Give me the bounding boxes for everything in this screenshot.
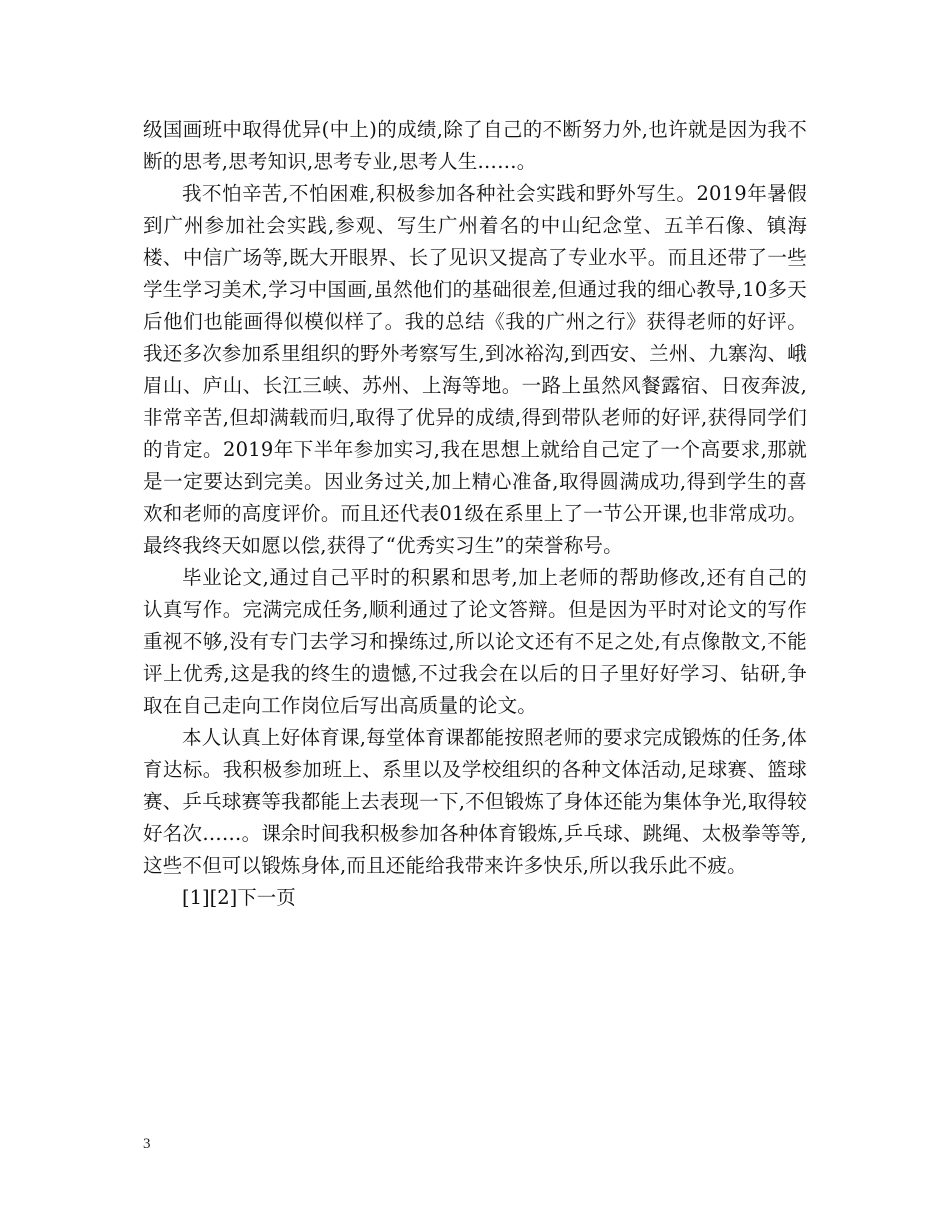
next-page-link[interactable]: 下一页 bbox=[237, 886, 296, 909]
pagination bbox=[143, 882, 807, 914]
paragraph-2: 我不怕辛苦,不怕困难,积极参加各种社会实践和野外写生。2019年暑假到广州参加社会实践,参观、写生广州着名的中山纪念堂、五羊石像、镇海楼、中信广场等,既大开眼界、长了见识又提高了专业水平。而且还带了一些学生学习美术,学习中国画,虽然他们的基础很差,但通过我的细心教导,10多天后他们也能画得似模似样了。我的总结《我的广州之行》获得老师的好评。我还多次参加系里组织的野外考察写生,到冰裕沟,到西安、兰州、九寨沟、峨眉山、庐山、长江三峡、苏州、上海等地。一路上虽然风餐露宿、日夜奔波,非常辛苦,但却满载而归,取得了优异的成绩,得到带队老师的好评,获得同学们的肯定。2019年下半年参加实习,我在思想上就给自己定了一个高要求,那就是一定要达到完美。因业务过关,加上精心准备,取得圆满成功,得到学生的喜欢和老师的高度评价。而且还代表01级在系里上了一节公开课,也非常成功。最终我终天如愿以偿,获得了“优秀实习生”的荣誉称号。 bbox=[143, 182, 807, 557]
page-link-2[interactable]: [2] bbox=[209, 886, 238, 909]
paragraph-1: 级国画班中取得优异(中上)的成绩,除了自己的不断努力外,也许就是因为我不断的思考,思考知识,思考专业,思考人生……。 bbox=[143, 118, 807, 173]
paragraph-3: 毕业论文,通过自己平时的积累和思考,加上老师的帮助修改,还有自己的认真写作。完满完成任务,顺利通过了论文答辩。但是因为平时对论文的写作重视不够,没有专门去学习和操练过,所以论文还有不足之处,有点像散文,不能评上优秀,这是我的终生的遗憾,不过我会在以后的日子里好好学习、钻研,争取在自己走向工作岗位后写出高质量的论文。 bbox=[143, 566, 807, 717]
page-number: 3 bbox=[143, 1136, 151, 1152]
document-body bbox=[143, 114, 807, 914]
page-link-1[interactable]: [1] bbox=[182, 886, 210, 909]
paragraph-4: 本人认真上好体育课,每堂体育课都能按照老师的要求完成锻炼的任务,体育达标。我积极参加班上、系里以及学校组织的各种文体活动,足球赛、篮球赛、乒乓球赛等我都能上去表现一下,不但锻炼了身体还能为集体争光,取得较好名次……。课余时间我积极参加各种体育锻炼,乒乓球、跳绳、太极拳等等,这些不但可以锻炼身体,而且还能给我带来许多快乐,所以我乐此不疲。 bbox=[143, 726, 807, 877]
